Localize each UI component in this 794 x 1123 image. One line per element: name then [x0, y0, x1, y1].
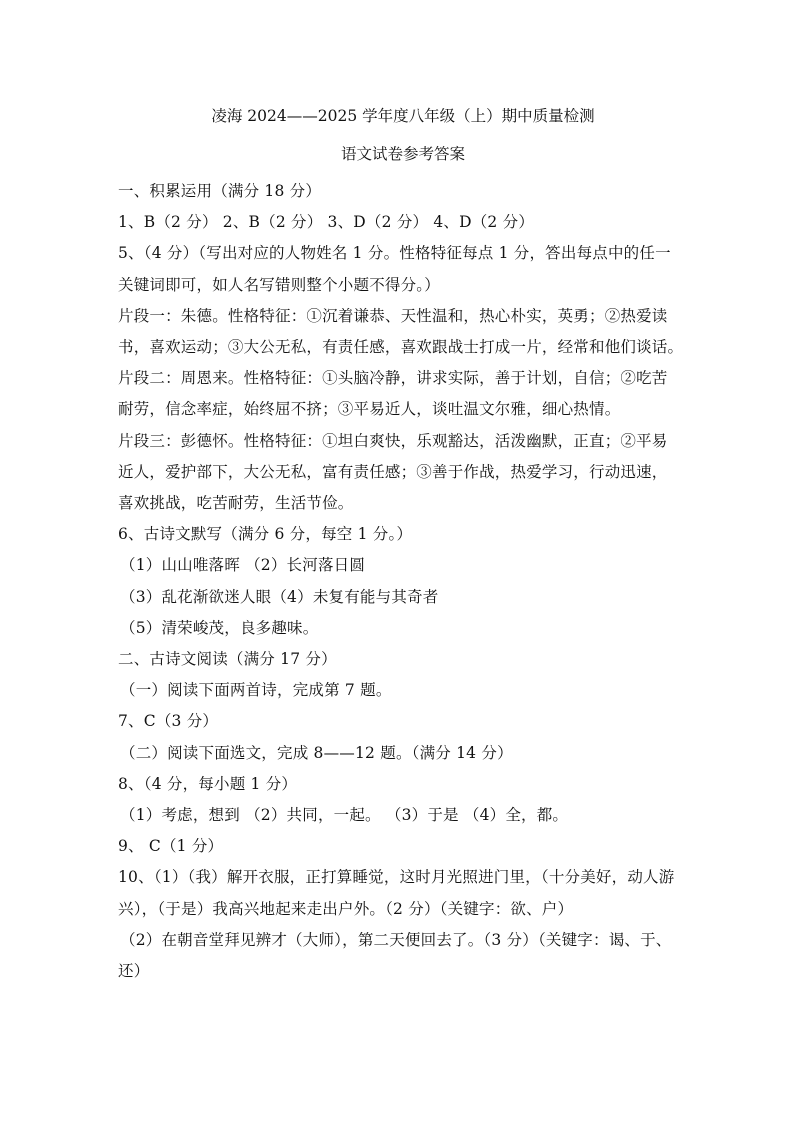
answer-line-q1-4: 1、B（2 分） 2、B（2 分） 3、D（2 分） 4、D（2 分）: [118, 213, 535, 232]
answer-line-q6-5: （5）清荣峻茂，良多趣味。: [120, 618, 319, 637]
section-heading-classical-reading: 二、古诗文阅读（满分 17 分）: [118, 650, 337, 669]
answer-line-q8-heading: 8、（4 分，每小题 1 分）: [118, 774, 298, 793]
answer-line-q9: 9、 C（1 分）: [118, 837, 224, 856]
document-title: 凌海 2024——2025 学年度八年级（上）期中质量检测: [211, 107, 595, 125]
answer-line-q5-intro: 5、（4 分）（写出对应的人物姓名 1 分。性格特征每点 1 分，答出每点中的任一: [118, 244, 671, 263]
answer-line-q6-3-4: （3）乱花渐欲迷人眼（4）未复有能与其奇者: [120, 587, 439, 606]
answer-line-fragment-3a: 片段三：彭德怀。性格特征：①坦白爽快，乐观豁达，活泼幽默，正直；②平易: [118, 431, 668, 450]
answer-line-fragment-3b: 近人，爱护部下，大公无私，富有责任感；③善于作战，热爱学习，行动迅速，: [118, 462, 668, 481]
answer-document: [118, 106, 688, 987]
section-heading-accumulation: 一、积累运用（满分 18 分）: [118, 182, 322, 200]
answer-line-q7: 7、C（3 分）: [118, 712, 219, 731]
answer-line-q8-items: （1）考虑，想到 （2）共同，一起。 （3）于是 （4）全，都。: [120, 806, 569, 825]
answer-line-part-1-heading: （一）阅读下面两首诗，完成第 7 题。: [120, 681, 392, 700]
answer-line-q5-note: 关键词即可，如人名写错则整个小题不得分。）: [118, 275, 440, 294]
answer-line-fragment-1b: 书，喜欢运动；③大公无私，有责任感，喜欢跟战士打成一片，经常和他们谈话。: [118, 338, 684, 357]
answer-line-fragment-2a: 片段二：周恩来。性格特征：①头脑冷静，讲求实际，善于计划，自信；②吃苦: [118, 369, 668, 388]
answer-line-q10-1b: 兴），（于是）我高兴地起来走出户外。（2 分）（关键字：欲、户）: [118, 899, 574, 918]
answer-line-fragment-2b: 耐劳，信念率症，始终屈不挤；③平易近人，谈吐温文尔雅，细心热情。: [118, 400, 621, 419]
answer-line-part-2-heading: （二）阅读下面选文，完成 8——12 题。（满分 14 分）: [120, 743, 513, 762]
answer-line-q6-1-2: （1）山山唯落晖 （2）长河落日圆: [120, 556, 366, 575]
answer-line-fragment-3c: 喜欢挑战，吃苦耐劳，生活节俭。: [118, 494, 354, 513]
answer-line-q10-2a: （2）在朝音堂拜见辨才（大师），第二天便回去了。（3 分）（关键字：谒、于、: [120, 930, 672, 949]
answer-line-fragment-1a: 片段一：朱德。性格特征：①沉着谦恭、天性温和，热心朴实，英勇；②热爱读: [118, 306, 668, 325]
answer-line-q10-1a: 10、（1）（我）解开衣服，正打算睡觉，这时月光照进门里，（十分美好，动人游: [118, 868, 675, 887]
answer-line-q10-2b: 还）: [118, 962, 150, 981]
document-subtitle: 语文试卷参考答案: [340, 145, 465, 163]
answer-line-q6-heading: 6、古诗文默写（满分 6 分，每空 1 分。）: [118, 525, 413, 544]
